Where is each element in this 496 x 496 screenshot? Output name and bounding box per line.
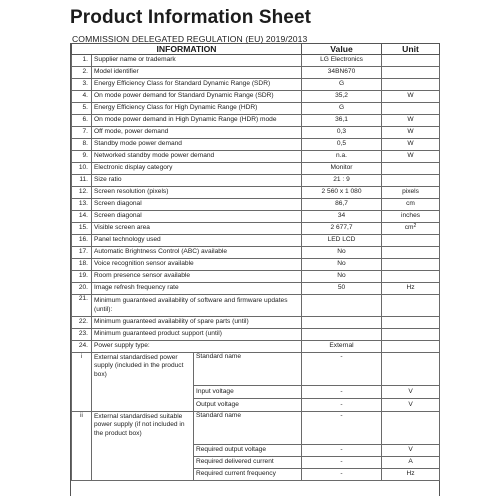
- field-label: Standard name: [194, 412, 302, 445]
- row-number: 24.: [72, 341, 92, 353]
- table-row: [72, 259, 440, 271]
- table-row: [72, 412, 440, 445]
- field-unit: Hz: [382, 469, 440, 481]
- row-number: 15.: [72, 223, 92, 235]
- row-label: Automatic Brightness Control (ABC) available: [92, 247, 302, 259]
- row-unit: [382, 295, 440, 317]
- table-row: [72, 199, 440, 211]
- row-label: Screen diagonal: [92, 199, 302, 211]
- field-label: Required output voltage: [194, 445, 302, 457]
- row-unit: [382, 329, 440, 341]
- table-row: [72, 91, 440, 103]
- row-number: 5.: [72, 103, 92, 115]
- row-label: Networked standby mode power demand: [92, 151, 302, 163]
- table-row: [72, 151, 440, 163]
- row-unit: [382, 283, 440, 295]
- field-value: -: [302, 386, 382, 399]
- row-label: Standby mode power demand: [92, 139, 302, 151]
- table-row: [72, 163, 440, 175]
- table-row: [72, 235, 440, 247]
- sub-item-letter: i: [80, 354, 83, 360]
- row-unit: [382, 115, 440, 127]
- row-unit: [382, 139, 440, 151]
- field-label: Input voltage: [194, 386, 302, 399]
- info-sheet: [70, 43, 440, 496]
- table-row: [72, 271, 440, 283]
- row-unit: [382, 223, 440, 235]
- table-body: [72, 55, 440, 353]
- row-label: Power supply type:: [92, 341, 302, 353]
- row-unit: [382, 163, 440, 175]
- table-row: [72, 211, 440, 223]
- row-label: Model identifier: [92, 67, 302, 79]
- unit-text: Hz: [406, 284, 415, 292]
- row-number: 12.: [72, 187, 92, 199]
- row-unit: [382, 67, 440, 79]
- table-row: [72, 247, 440, 259]
- row-value: G: [302, 103, 382, 115]
- row-label: Visible screen area: [92, 223, 302, 235]
- sub-item-letter: ii: [80, 413, 83, 419]
- row-number: 4.: [72, 91, 92, 103]
- row-value: 86,7: [302, 199, 382, 211]
- power-supply-i-label: External standardised power supply (included in the product box): [92, 353, 194, 412]
- row-unit: [382, 91, 440, 103]
- field-value: -: [302, 457, 382, 469]
- field-label: Required current frequency: [194, 469, 302, 481]
- row-number: 23.: [72, 329, 92, 341]
- row-label: Screen resolution (pixels): [92, 187, 302, 199]
- row-unit: [382, 127, 440, 139]
- field-value: -: [302, 445, 382, 457]
- row-label: Off mode, power demand: [92, 127, 302, 139]
- unit-text: inches: [400, 212, 421, 220]
- column-header-information: INFORMATION: [72, 44, 302, 55]
- field-label: Standard name: [194, 353, 302, 386]
- row-unit: [382, 259, 440, 271]
- unit-text: W: [407, 116, 414, 124]
- table-row: [72, 139, 440, 151]
- row-value: No: [302, 247, 382, 259]
- row-number: 1.: [72, 55, 92, 67]
- unit-text: W: [407, 140, 414, 148]
- row-value: 35,2: [302, 91, 382, 103]
- row-label: Room presence sensor available: [92, 271, 302, 283]
- table-row: [72, 127, 440, 139]
- field-value: -: [302, 399, 382, 412]
- row-value: 34: [302, 211, 382, 223]
- page-title: Product Information Sheet: [70, 7, 312, 28]
- table-row: [72, 175, 440, 187]
- unit-text: cm: [406, 200, 415, 208]
- row-value: n.a.: [302, 151, 382, 163]
- row-value: G: [302, 79, 382, 91]
- table-header-row: [72, 44, 440, 55]
- table-row: [72, 115, 440, 127]
- field-value: -: [302, 353, 382, 386]
- row-value: External: [302, 341, 382, 353]
- row-number: 13.: [72, 199, 92, 211]
- row-value: No: [302, 271, 382, 283]
- row-number: 20.: [72, 283, 92, 295]
- row-label: Screen diagonal: [92, 211, 302, 223]
- field-unit: A: [382, 457, 440, 469]
- row-label: Panel technology used: [92, 235, 302, 247]
- table-row: [72, 187, 440, 199]
- row-value: 36,1: [302, 115, 382, 127]
- row-unit: [382, 55, 440, 67]
- power-supply-section: [72, 353, 440, 481]
- row-value: [302, 295, 382, 317]
- unit-text: W: [407, 92, 414, 100]
- table-row: [72, 103, 440, 115]
- row-number: 19.: [72, 271, 92, 283]
- row-unit: [382, 211, 440, 223]
- unit-text: W: [407, 152, 414, 160]
- row-number: 2.: [72, 67, 92, 79]
- row-label: Energy Efficiency Class for Standard Dynamic Range (SDR): [92, 79, 302, 91]
- row-number: 8.: [72, 139, 92, 151]
- row-value: [302, 329, 382, 341]
- row-label: Minimum guaranteed availability of software and firmware updates (until):: [92, 295, 302, 317]
- row-value: 34BN670: [302, 67, 382, 79]
- column-header-value: Value: [302, 44, 382, 55]
- row-value: LG Electronics: [302, 55, 382, 67]
- table-row: [72, 341, 440, 353]
- row-number: 21.: [72, 295, 92, 317]
- info-table: [71, 43, 440, 481]
- row-label: Size ratio: [92, 175, 302, 187]
- row-unit: [382, 199, 440, 211]
- row-unit: [382, 235, 440, 247]
- row-unit: [382, 175, 440, 187]
- table-row: [72, 295, 440, 317]
- table-row: [72, 317, 440, 329]
- row-number: 18.: [72, 259, 92, 271]
- row-label: Minimum guaranteed availability of spare parts (until): [92, 317, 302, 329]
- row-number: 3.: [72, 79, 92, 91]
- power-supply-ii-label: External standardised suitable power supply (if not included in the product box): [92, 412, 194, 481]
- row-value: 0,5: [302, 139, 382, 151]
- row-unit: [382, 103, 440, 115]
- table-row: [72, 79, 440, 91]
- field-value: -: [302, 412, 382, 445]
- column-header-unit: Unit: [382, 44, 440, 55]
- row-label: Supplier name or trademark: [92, 55, 302, 67]
- field-value: -: [302, 469, 382, 481]
- row-value: LED LCD: [302, 235, 382, 247]
- field-label: Output voltage: [194, 399, 302, 412]
- row-value: [302, 317, 382, 329]
- row-number: 11.: [72, 175, 92, 187]
- row-value: No: [302, 259, 382, 271]
- table-row: [72, 353, 440, 386]
- row-unit: [382, 79, 440, 91]
- row-unit: [382, 317, 440, 329]
- field-unit: [382, 353, 440, 386]
- table-row: [72, 67, 440, 79]
- table-row: [72, 329, 440, 341]
- row-value: 2 560 x 1 080: [302, 187, 382, 199]
- row-unit: [382, 341, 440, 353]
- row-value: 2 677,7: [302, 223, 382, 235]
- row-value: 0,3: [302, 127, 382, 139]
- row-label: Image refresh frequency rate: [92, 283, 302, 295]
- table-row: [72, 283, 440, 295]
- unit-text: cm: [404, 224, 414, 232]
- row-label: On mode power demand for Standard Dynamic Range (SDR): [92, 91, 302, 103]
- row-label: Minimum guaranteed product support (until): [92, 329, 302, 341]
- row-label: Voice recognition sensor available: [92, 259, 302, 271]
- row-label: Energy Efficiency Class for High Dynamic Range (HDR): [92, 103, 302, 115]
- unit-superscript: 2: [413, 223, 417, 230]
- field-unit: V: [382, 399, 440, 412]
- row-unit: [382, 151, 440, 163]
- regulation-subtitle: COMMISSION DELEGATED REGULATION (EU) 2019/2013: [72, 34, 308, 44]
- row-value: Monitor: [302, 163, 382, 175]
- row-number: 7.: [72, 127, 92, 139]
- row-unit: [382, 247, 440, 259]
- field-unit: [382, 412, 440, 445]
- row-number: 10.: [72, 163, 92, 175]
- row-label: On mode power demand in High Dynamic Range (HDR) mode: [92, 115, 302, 127]
- row-number: 9.: [72, 151, 92, 163]
- row-value: 50: [302, 283, 382, 295]
- row-label: Electronic display category: [92, 163, 302, 175]
- row-unit: [382, 271, 440, 283]
- row-number: 22.: [72, 317, 92, 329]
- table-row: [72, 55, 440, 67]
- field-unit: V: [382, 386, 440, 399]
- field-unit: V: [382, 445, 440, 457]
- table-row: [72, 223, 440, 235]
- field-label: Required delivered current: [194, 457, 302, 469]
- unit-text: W: [407, 128, 414, 136]
- row-unit: [382, 187, 440, 199]
- row-number: 6.: [72, 115, 92, 127]
- unit-text: pixels: [402, 188, 419, 196]
- row-number: 17.: [72, 247, 92, 259]
- row-number: 14.: [72, 211, 92, 223]
- row-value: 21 : 9: [302, 175, 382, 187]
- row-number: 16.: [72, 235, 92, 247]
